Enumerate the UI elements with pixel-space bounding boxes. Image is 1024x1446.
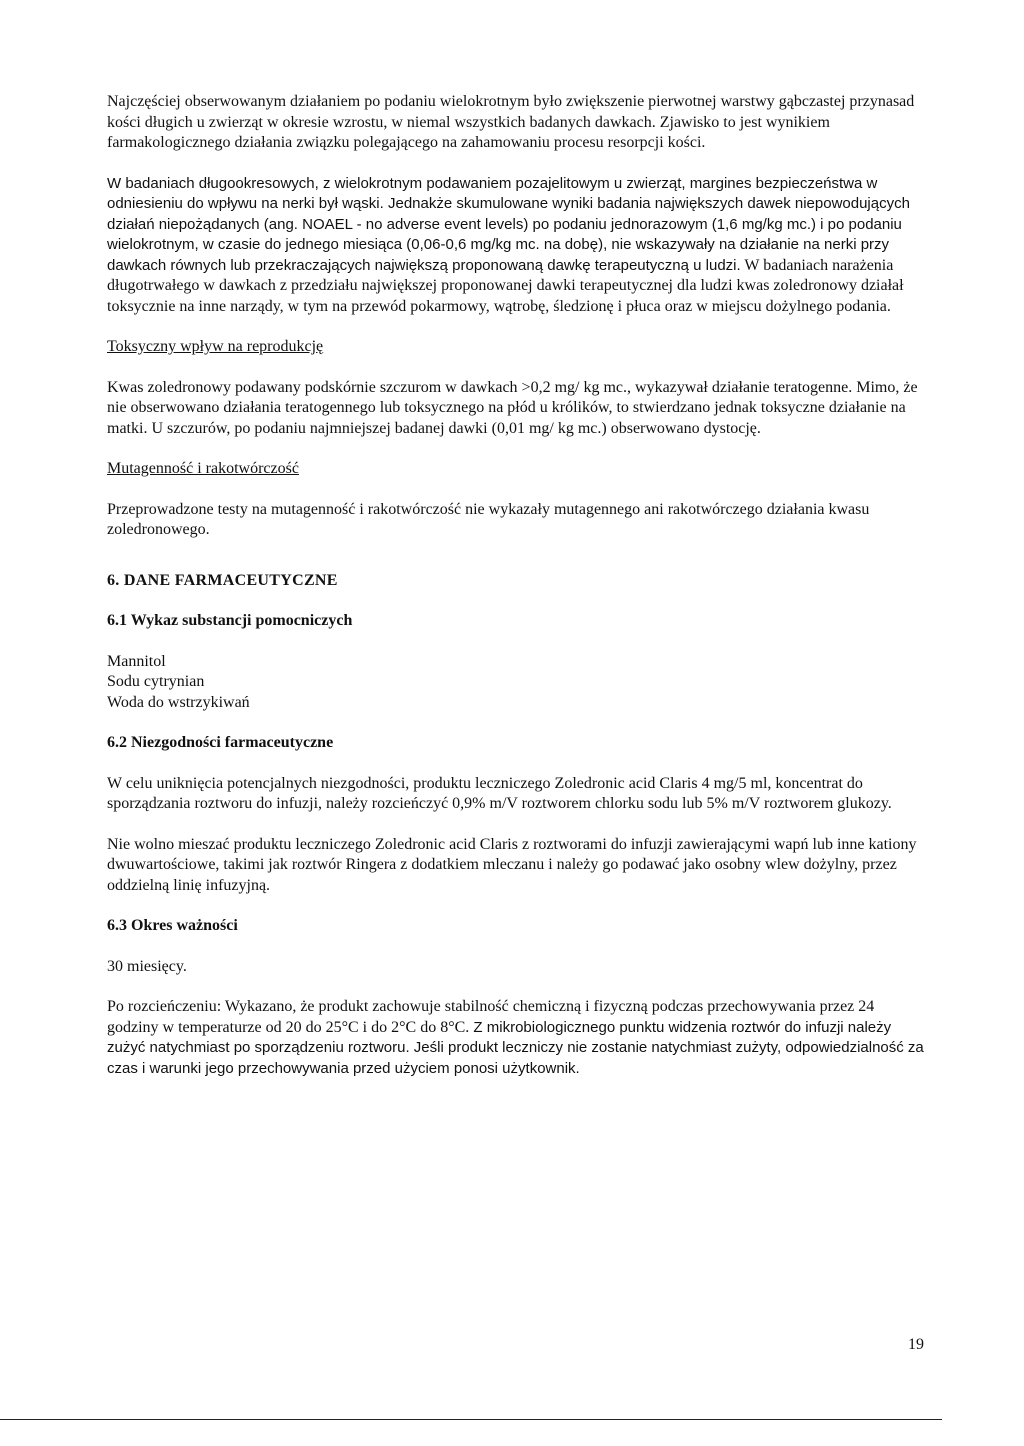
paragraph-shelf-life: 30 miesięcy. [107,957,187,975]
footer-divider [0,1419,942,1420]
document-body [107,92,927,1099]
paragraph-kidney-safety-part2: W badaniach narażenia długotrwałego w dawkach z przedziału największej proponowanej dawki terapeutycznej dla ludzi kwas zoledronowy działał toksycznie na inne narządy, w tym na przewód pokarmowy, wątrobę, śledzionę i płuca oraz w miejscu dożylnego podania. [107,256,904,315]
section-6-title: 6. DANE FARMACEUTYCZNE [107,571,338,589]
heading-mutagenicity: Mutagenność i rakotwórczość [107,460,299,477]
excipient-item: Mannitol [107,652,166,670]
excipients-list [107,652,927,714]
section-6-1-title: 6.1 Wykaz substancji pomocniczych [107,612,353,629]
paragraph-after-dilution [107,997,927,1079]
section-6-3-title: 6.3 Okres ważności [107,917,238,934]
paragraph-after-dilution-part1: Po rozcieńczeniu: Wykazano, że produkt zachowuje stabilność chemiczną i fizyczną podczas przechowywania przez 24 godziny w temperaturze od 20 do 25°C i do 2°C do 8°C. [107,998,875,1036]
excipient-item: Woda do wstrzykiwań [107,693,250,711]
paragraph-after-dilution-part2: Z mikrobiologicznego punktu widzenia roztwór do infuzji należy zużyć natychmiast po sporządzeniu roztworu. Jeśli produkt leczniczy nie zostanie natychmiast zużyty, odpowiedzialność za czas i warunki jego przechowywania przed użyciem ponosi użytkownik. [107,1018,924,1077]
heading-reproductive-toxicity: Toksyczny wpływ na reprodukcję [107,338,324,355]
paragraph-teratogenicity: Kwas zoledronowy podawany podskórnie szczurom w dawkach >0,2 mg/ kg mc., wykazywał działanie teratogenne. Mimo, że nie obserwowano działania teratogennego lub toksycznego na płód u królików, to stwierdzano jednak toksyczne działanie na matki. U szczurów, po podaniu najmniejszej badanej dawki (0,01 mg/ kg mc.) obserwowano dystocję. [107,378,918,437]
paragraph-bone-effect: Najczęściej obserwowanym działaniem po podaniu wielokrotnym było zwiększenie pierwotnej warstwy gąbczastej przynasad kości długich u zwierząt w okresie wzrostu, w niemal wszystkich badanych dawkach. Zjawisko to jest wynikiem farmakologicznego działania związku polegającego na zahamowaniu procesu resorpcji kości. [107,93,915,151]
paragraph-kidney-safety-part1: W badaniach długookresowych, z wielokrotnym podawaniem pozajelitowym u zwierząt, margines bezpieczeństwa w odniesieniu do wpływu na nerki był wąski. Jednakże skumulowane wyniki badania największych dawek niepowodujących działań niepożądanych (ang. NOAEL - no adverse event levels) po podaniu jednorazowym (1,6 mg/kg mc.) i po podaniu wielokrotnym, w czasie do jednego miesiąca (0,06-0,6 mg/kg mc. na dobę), nie wskazywały na działanie na nerki przy dawkach równych lub przekraczających największą proponowaną dawkę terapeutyczną u ludzi. [107,174,910,274]
page-number: 19 [908,1336,924,1353]
paragraph-dilution: W celu uniknięcia potencjalnych niezgodności, produktu leczniczego Zoledronic acid Claris 4 mg/5 ml, koncentrat do sporządzania roztworu do infuzji, należy rozcieńczyć 0,9% m/V roztworem chlorku sodu lub 5% m/V roztworem glukozy. [107,774,892,812]
section-6-2-title: 6.2 Niezgodności farmaceutyczne [107,734,334,751]
paragraph-kidney-safety [107,174,927,318]
excipient-item: Sodu cytrynian [107,673,205,690]
paragraph-incompatibility: Nie wolno mieszać produktu leczniczego Zoledronic acid Claris z roztworami do infuzji zawierającymi wapń lub inne kationy dwuwartościowe, takimi jak roztwór Ringera z dodatkiem mleczanu i należy go podawać jako osobny wlew dożylny, przez oddzielną linię infuzyjną. [107,835,917,894]
paragraph-mutagenicity: Przeprowadzone testy na mutagenność i rakotwórczość nie wykazały mutagennego ani rakotwórczego działania kwasu zoledronowego. [107,500,870,538]
